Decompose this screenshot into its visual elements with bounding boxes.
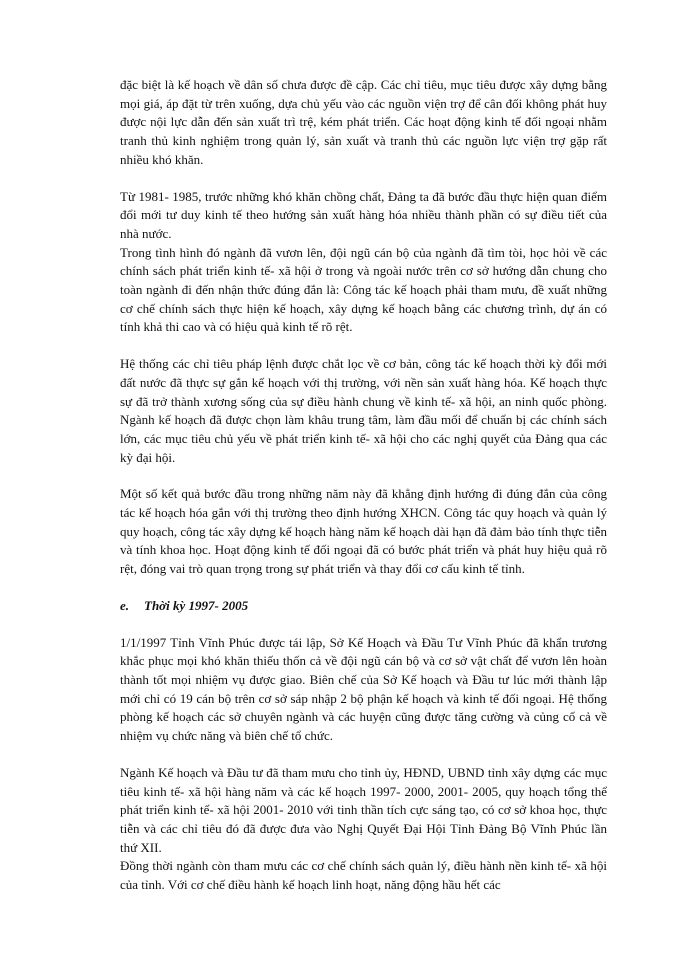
paragraph-ket-qua-buoc-dau: Một số kết quả bước đầu trong những năm này đã khẳng định hướng đi đúng đắn của công tác kế hoạch hóa gắn với thị trường theo định hướng XHCN. Công tác quy hoạch và quản lý quy hoạch, công tác xây dựng kế hoạch hàng năm kế hoạch dài hạn đã đảm bảo tính thực tiễn và tính khoa học. Hoạt động kinh tế đối ngoại đã có bước phát triển và phát huy hiệu quả rõ rệt, đóng vai trò quan trọng trong sự phát triển và thay đổi cơ cấu kinh tế tỉnh.: [120, 486, 607, 577]
paragraph-gap: [120, 467, 607, 485]
paragraph-dan-so: đặc biệt là kế hoạch về dân số chưa được đề cập. Các chỉ tiêu, mục tiêu được xây dựng bằng mọi giá, áp đặt từ trên xuống, dựa chủ yếu vào các nguồn viện trợ để cân đối không phát huy được nội lực dẫn đến sản xuất trì trệ, kém phát triển. Các hoạt động kinh tế đối ngoại nhằm tranh thủ kinh nghiệm trong quản lý, sản xuất và tranh thủ các nguồn lực viện trợ gặp rất nhiều khó khăn.: [120, 77, 607, 167]
paragraph-gap: [120, 170, 607, 188]
document-page: [120, 76, 607, 895]
paragraph-gap: [120, 616, 607, 634]
paragraph-nganh-vuon-len: Trong tình hình đó ngành đã vươn lên, đội ngũ cán bộ của ngành đã tìm tòi, học hỏi về các chính sách phát triển kinh tế- xã hội ở trong và ngoài nước trên cơ sở hướng dẫn chung cho toàn ngành đi đến nhận thức đúng đắn là: Công tác kế hoạch phải tham mưu, đề xuất những cơ chế chính sách thực hiện kế hoạch, xây dựng kế hoạch bằng các chương trình, dự án có tính khả thi cao và có hiệu quả kinh tế rõ rệt.: [120, 244, 607, 335]
section-title: Thời kỳ 1997- 2005: [144, 597, 249, 613]
section-heading: [120, 597, 607, 616]
paragraph-gap: [120, 579, 607, 597]
paragraph-gap: [120, 746, 607, 764]
paragraph-co-che-chinh-sach: Đồng thời ngành còn tham mưu các cơ chế chính sách quản lý, điều hành nền kinh tế- xã hội của tỉnh. Với cơ chế điều hành kế hoạch linh hoạt, năng động hầu hết các: [120, 858, 607, 893]
paragraph-1981-1985: Từ 1981- 1985, trước những khó khăn chồng chất, Đảng ta đã bước đầu thực hiện quan điểm đổi mới tư duy kinh tế theo hướng sản xuất hàng hóa nhiều thành phần có sự điều tiết của nhà nước.: [120, 188, 607, 241]
paragraph-gap: [120, 337, 607, 355]
section-number: e.: [120, 597, 130, 613]
paragraph-tham-muu: Ngành Kế hoạch và Đầu tư đã tham mưu cho tỉnh ủy, HĐND, UBND tỉnh xây dựng các mục tiêu kinh tế- xã hội hàng năm và các kế hoạch 1997- 2000, 2001- 2005, quy hoạch tổng thể phát triển kinh tế- xã hội 2001- 2010 với tinh thần tích cực sáng tạo, có cơ sở khoa học, thực tiễn và các chỉ tiêu đó đã được đưa vào Nghị Quyết Đại Hội Tỉnh Đảng Bộ Vĩnh Phúc lần thứ XII.: [120, 764, 607, 855]
paragraph-he-thong-chi-tieu: Hệ thống các chỉ tiêu pháp lệnh được chắt lọc về cơ bản, công tác kế hoạch thời kỳ đổi mới đất nước đã thực sự gắn kế hoạch với thị trường, với nền sản xuất hàng hóa. Kế hoạch thực sự đã trở thành xương sống của sự điều hành chung về kinh tế- xã hội, an ninh quốc phòng. Ngành kế hoạch đã được chọn làm khâu trung tâm, làm đầu mối để chuẩn bị các chính sách lớn, các mục tiêu chủ yếu về phát triển kinh tế- xã hội cho các nghị quyết của Đảng qua các kỳ đại hội.: [120, 356, 607, 465]
paragraph-tai-lap-tinh: 1/1/1997 Tỉnh Vĩnh Phúc được tái lập, Sở Kế Hoạch và Đầu Tư Vĩnh Phúc đã khẩn trương khắc phục mọi khó khăn thiếu thốn cả về đội ngũ cán bộ và cơ sở vật chất để vươn lên hoàn thành tốt mọi nhiệm vụ được giao. Biên chế của Sở Kế hoạch và Đầu tư lúc mới thành lập mới chỉ có 19 cán bộ trên cơ sở sáp nhập 2 bộ phận kế hoạch và kinh tế đối ngoại. Hệ thống phòng kế hoạch các sở chuyên ngành và các huyện cũng được tăng cường và củng cố cả về nhiệm vụ chức năng và biên chế tổ chức.: [120, 634, 607, 744]
